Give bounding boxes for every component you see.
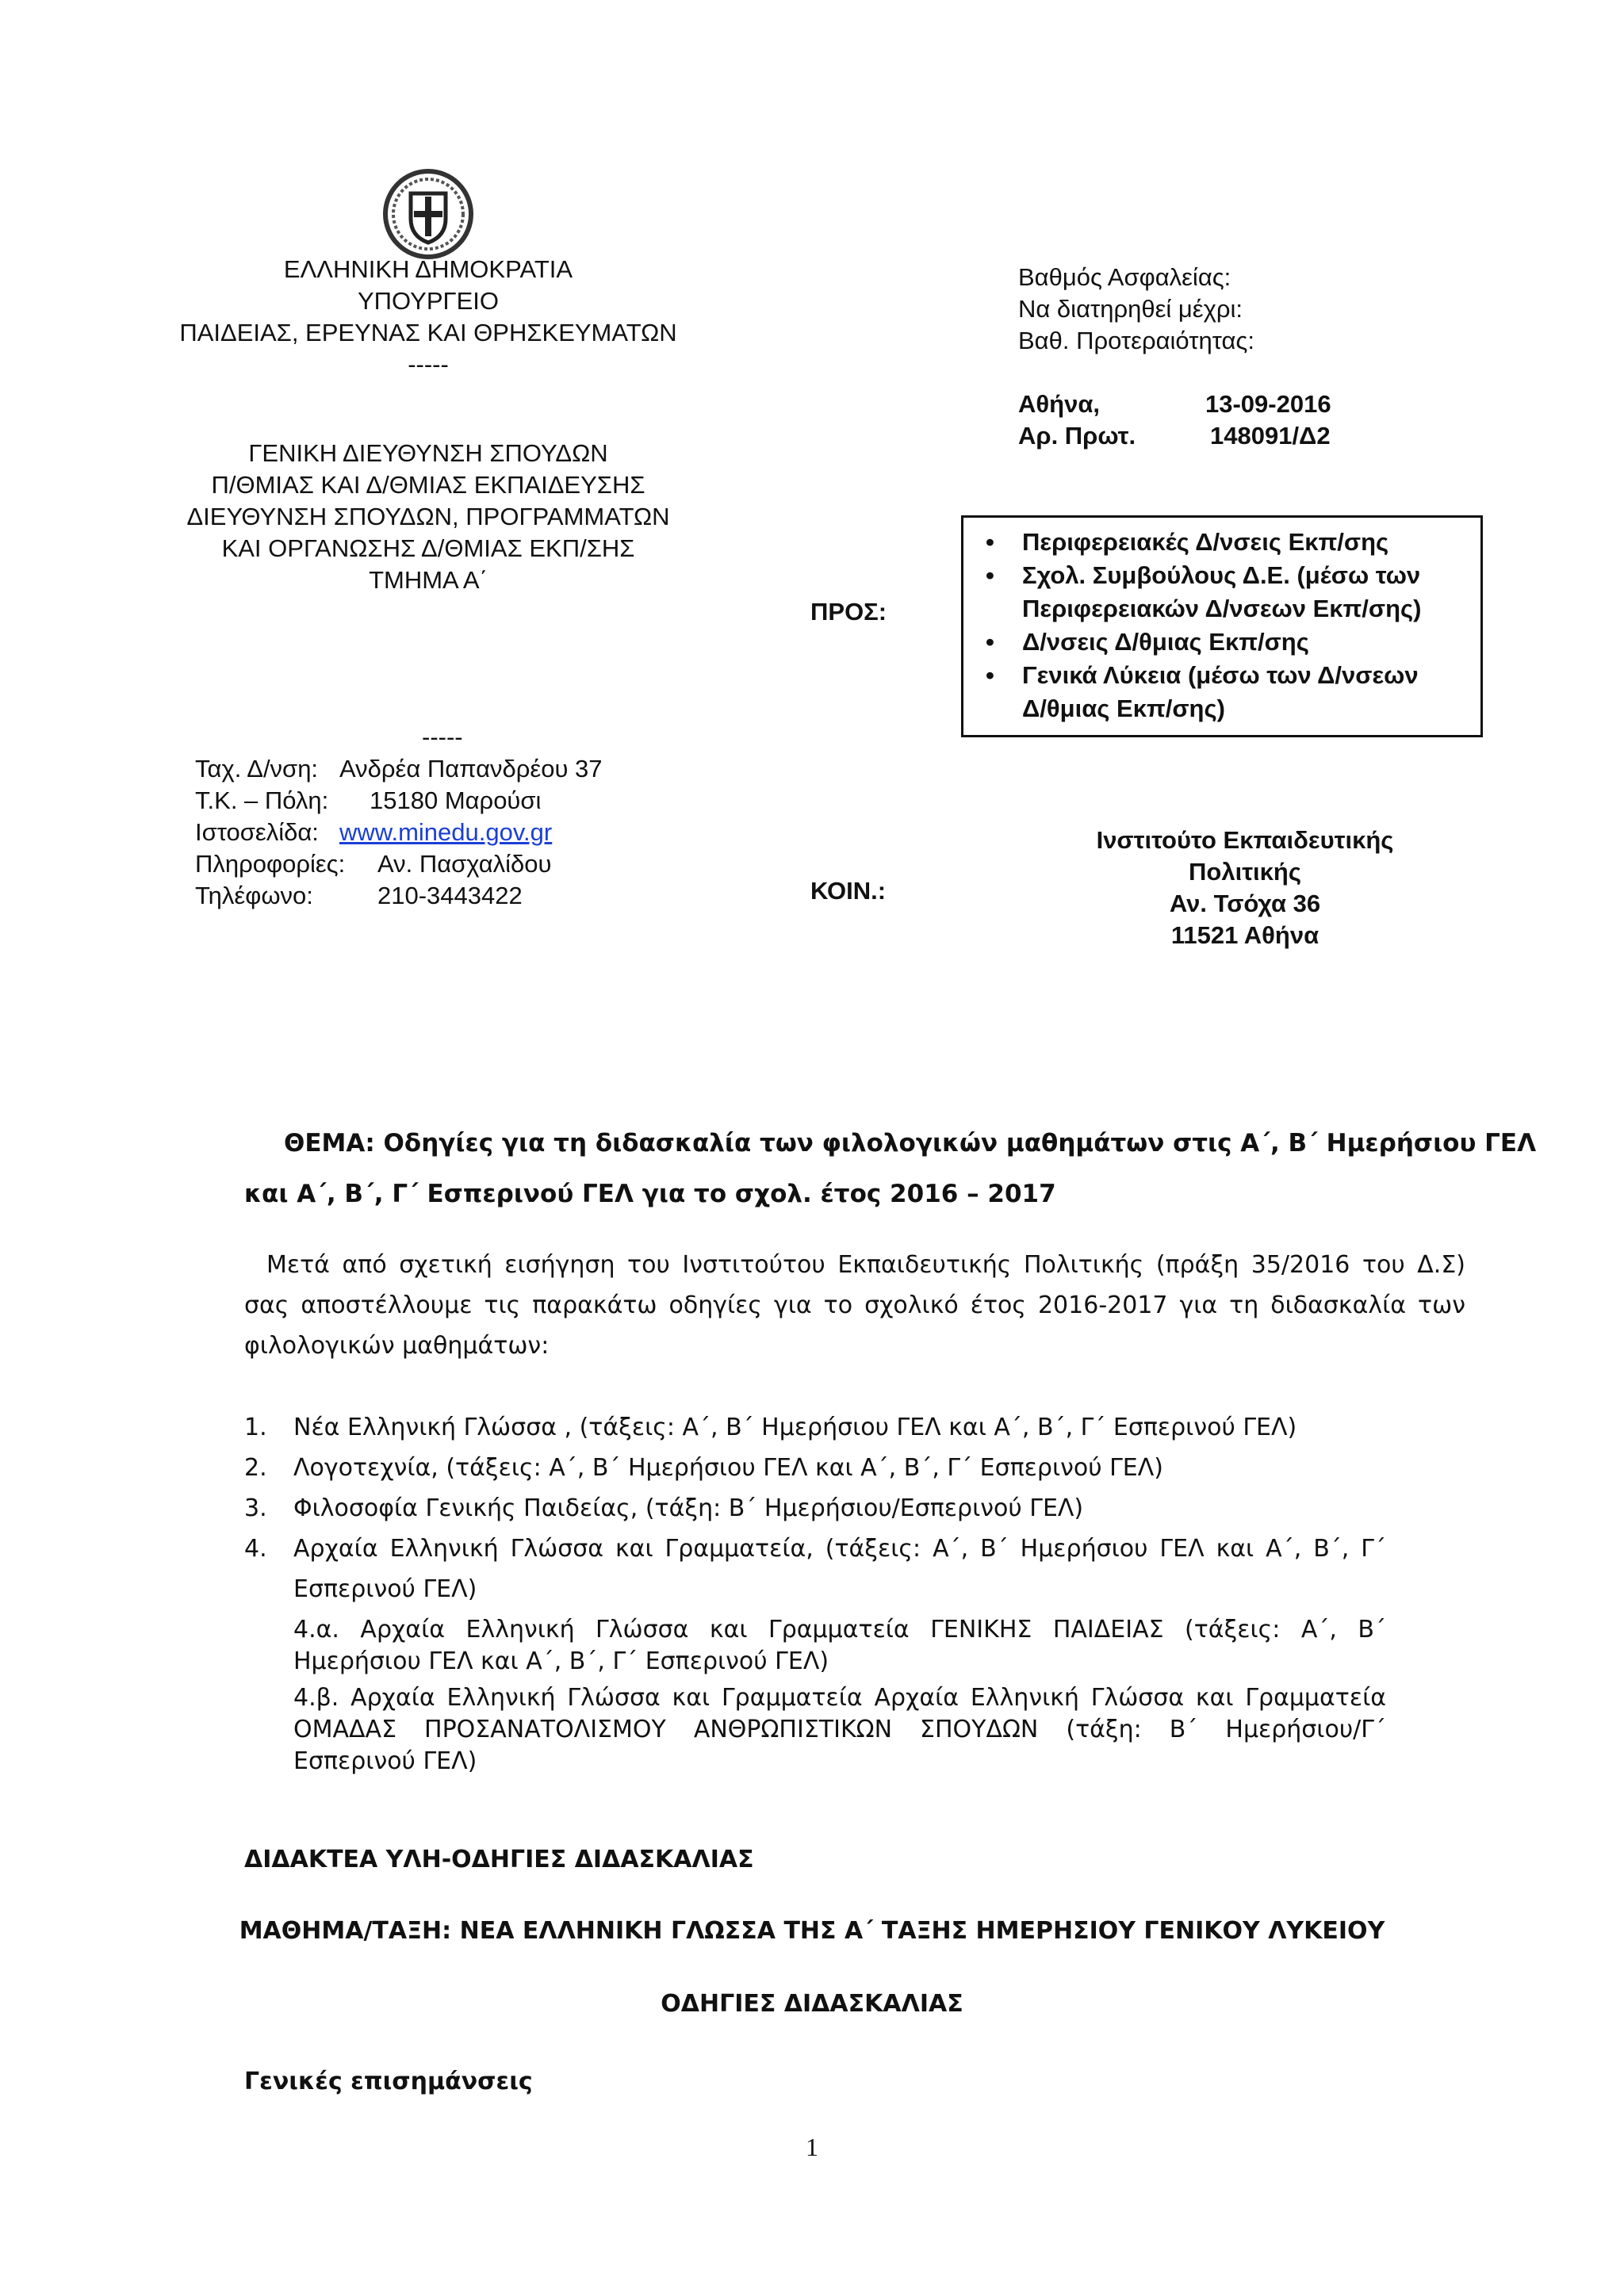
recipient-line: Σχολ. Συμβούλους Δ.Ε. (μέσω των — [1022, 561, 1421, 589]
sublist-line: 4.β. Αρχαία Ελληνική Γλώσσα και Γραμματεία Αρχαία Ελληνική Γλώσσα και Γραμματεία — [293, 1684, 1386, 1712]
subject-line: και Α΄, Β΄, Γ΄ Εσπερινού ΓΕΛ για το σχολ. έτος 2016 – 2017 — [244, 1180, 1056, 1208]
cc-block — [999, 825, 1491, 951]
recipient-item — [978, 626, 1473, 659]
cc-line: Ινστιτούτο Εκπαιδευτικής — [1096, 826, 1394, 854]
recipient-line: Δ/θμιας Εκπ/σης) — [1022, 695, 1225, 722]
protocol-row — [1018, 420, 1331, 452]
list-number: 3. — [244, 1494, 267, 1522]
date-value: 13-09-2016 — [1205, 390, 1331, 418]
department-header — [119, 438, 737, 596]
header-line: ΥΠΟΥΡΓΕΙΟ — [357, 287, 499, 315]
contact-separator: ----- — [422, 723, 463, 751]
security-block — [1018, 262, 1254, 357]
bullet-icon: • — [986, 628, 994, 656]
page-number: 1 — [806, 2133, 818, 2161]
list-text: Φιλοσοφία Γενικής Παιδείας, (τάξη: Β΄ Ημερήσιου/Εσπερινού ΓΕΛ) — [293, 1494, 1084, 1522]
intro-paragraph — [244, 1245, 1465, 1366]
coat-of-arms-icon — [381, 166, 476, 262]
address-row — [195, 753, 750, 785]
protocol-value: 148091/Δ2 — [1210, 422, 1331, 450]
list-text: Λογοτεχνία, (τάξεις: Α΄, Β΄ Ημερήσιου ΓΕΛ και Α΄, Β΄, Γ΄ Εσπερινού ΓΕΛ) — [293, 1454, 1163, 1482]
recipient-item — [978, 659, 1473, 725]
list-line: Εσπερινού ΓΕΛ) — [293, 1575, 477, 1603]
contact-block — [195, 721, 750, 912]
section-heading: ΔΙΔΑΚΤΕΑ ΥΛΗ-ΟΔΗΓΙΕΣ ΔΙΔΑΣΚΑΛΙΑΣ — [244, 1846, 754, 1873]
header-line: ΕΛΛΗΝΙΚΗ ΔΗΜΟΚΡΑΤΙΑ — [283, 255, 573, 283]
postcode-row — [195, 785, 750, 817]
subject-line: ΘΕΜΑ: Οδηγίες για τη διδασκαλία των φιλολογικών μαθημάτων στις Α΄, Β΄ Ημερήσιου ΓΕΛ — [284, 1129, 1537, 1158]
header-line: ----- — [408, 350, 449, 378]
postcode-value: 15180 Μαρούσι — [370, 786, 542, 814]
recipient-line: Γενικά Λύκεια (μέσω των Δ/νσεων — [1022, 661, 1419, 689]
sublist-line: 4.α. Αρχαία Ελληνική Γλώσσα και Γραμματεία ΓΕΝΙΚΗΣ ΠΑΙΔΕΙΑΣ (τάξεις: Α΄, Β΄ — [293, 1616, 1386, 1644]
website-label: Ιστοσελίδα: — [195, 818, 319, 846]
sublist-item — [244, 1614, 1386, 1678]
instructions-heading: ΟΔΗΓΙΕΣ ΔΙΔΑΣΚΑΛΙΑΣ — [661, 1990, 963, 2018]
list-number: 4. — [244, 1535, 267, 1563]
info-row — [195, 848, 750, 880]
security-level-label: Βαθμός Ασφαλείας: — [1018, 263, 1231, 291]
info-label: Πληροφορίες: — [195, 850, 346, 878]
priority-label: Βαθ. Προτεραιότητας: — [1018, 327, 1254, 354]
to-label: ΠΡΟΣ: — [810, 598, 887, 626]
list-item — [244, 1448, 1386, 1488]
list-number: 2. — [244, 1454, 267, 1482]
list-text — [293, 1529, 1386, 1609]
intro-line: σας αποστέλλουμε τις παρακάτω οδηγίες για το σχολικό έτος 2016-2017 για τη διδασκαλία των — [244, 1292, 1465, 1319]
intro-line: φιλολογικών μαθημάτων: — [244, 1332, 550, 1360]
sublist-line: Ημερήσιου ΓΕΛ και Α΄, Β΄, Γ΄ Εσπερινού ΓΕΛ) — [293, 1647, 829, 1675]
date-protocol-block — [1018, 388, 1331, 452]
list-item — [244, 1407, 1386, 1448]
department-line: ΓΕΝΙΚΗ ΔΙΕΥΘΥΝΣΗ ΣΠΟΥΔΩΝ — [248, 439, 608, 467]
cc-line: 11521 Αθήνα — [1170, 921, 1320, 949]
address-label: Ταχ. Δ/νση: — [195, 755, 319, 783]
list-line: Αρχαία Ελληνική Γλώσσα και Γραμματεία, (τάξεις: Α΄, Β΄ Ημερήσιου ΓΕΛ και Α΄, Β΄, Γ΄ — [293, 1535, 1386, 1563]
header-line: ΠΑΙΔΕΙΑΣ, ΕΡΕΥΝΑΣ ΚΑΙ ΘΡΗΣΚΕΥΜΑΤΩΝ — [179, 319, 677, 346]
cc-label: ΚΟΙΝ.: — [810, 877, 887, 905]
list-item — [244, 1488, 1386, 1529]
bullet-icon: • — [986, 528, 994, 556]
course-heading: ΜΑΘΗΜΑ/ΤΑΞΗ: ΝΕΑ ΕΛΛΗΝΙΚΗ ΓΛΩΣΣΑ ΤΗΣ Α΄ ΤΑΞΗΣ ΗΜΕΡΗΣΙΟΥ ΓΕΝΙΚΟΥ ΛΥΚΕΙΟΥ — [239, 1917, 1385, 1945]
list-number: 1. — [244, 1414, 267, 1441]
keep-until-label: Να διατηρηθεί μέχρι: — [1018, 295, 1243, 323]
list-text: Νέα Ελληνική Γλώσσα , (τάξεις: Α΄, Β΄ Ημερήσιου ΓΕΛ και Α΄, Β΄, Γ΄ Εσπερινού ΓΕΛ) — [293, 1414, 1297, 1441]
date-label: Αθήνα, — [1018, 390, 1100, 418]
postcode-label: Τ.Κ. – Πόλη: — [195, 786, 329, 814]
department-line: ΤΜΗΜΑ Α΄ — [369, 566, 488, 594]
recipient-item — [978, 526, 1473, 559]
website-row — [195, 817, 750, 848]
general-notes-heading: Γενικές επισημάνσεις — [244, 2068, 533, 2095]
protocol-label: Αρ. Πρωτ. — [1018, 422, 1136, 450]
cc-line: Πολιτικής — [1189, 858, 1301, 886]
subject — [244, 1118, 1537, 1219]
sublist-item — [244, 1682, 1386, 1777]
phone-value: 210-3443422 — [377, 882, 523, 909]
sublist-line: Εσπερινού ΓΕΛ) — [293, 1747, 477, 1775]
department-line: ΔΙΕΥΘΥΝΣΗ ΣΠΟΥΔΩΝ, ΠΡΟΓΡΑΜΜΑΤΩΝ — [186, 503, 670, 530]
website-link[interactable]: www.minedu.gov.gr — [339, 818, 553, 846]
info-value: Αν. Πασχαλίδου — [377, 850, 552, 878]
recipient-line: Δ/νσεις Δ/θμιας Εκπ/σης — [1022, 628, 1309, 656]
sublist-line: ΟΜΑΔΑΣ ΠΡΟΣΑΝΑΤΟΛΙΣΜΟΥ ΑΝΘΡΩΠΙΣΤΙΚΩΝ ΣΠΟΥΔΩΝ (τάξη: Β΄ Ημερήσιου/Γ΄ — [293, 1716, 1386, 1743]
recipients-box — [961, 515, 1483, 737]
intro-line: Μετά από σχετική εισήγηση του Ινστιτούτου Εκπαιδευτικής Πολιτικής (πράξη 35/2016 του Δ.Σ) — [266, 1251, 1465, 1279]
cc-line: Αν. Τσόχα 36 — [1169, 890, 1321, 917]
date-row — [1018, 388, 1331, 420]
list-item — [244, 1529, 1386, 1609]
bullet-icon: • — [986, 561, 994, 589]
recipient-line: Περιφερειακών Δ/νσεων Εκπ/σης) — [1022, 595, 1422, 622]
bullet-icon: • — [986, 661, 994, 689]
recipient-item — [978, 559, 1473, 626]
recipient-line: Περιφερειακές Δ/νσεις Εκπ/σης — [1022, 528, 1389, 556]
phone-label: Τηλέφωνο: — [195, 882, 313, 909]
department-line: Π/ΘΜΙΑΣ ΚΑΙ Δ/ΘΜΙΑΣ ΕΚΠΑΙΔΕΥΣΗΣ — [211, 471, 645, 499]
address-value: Ανδρέα Παπανδρέου 37 — [339, 755, 603, 783]
department-line: ΚΑΙ ΟΡΓΑΝΩΣΗΣ Δ/ΘΜΙΑΣ ΕΚΠ/ΣΗΣ — [221, 534, 635, 562]
phone-row — [195, 880, 750, 912]
ministry-header — [119, 254, 737, 381]
course-list — [244, 1407, 1386, 1777]
